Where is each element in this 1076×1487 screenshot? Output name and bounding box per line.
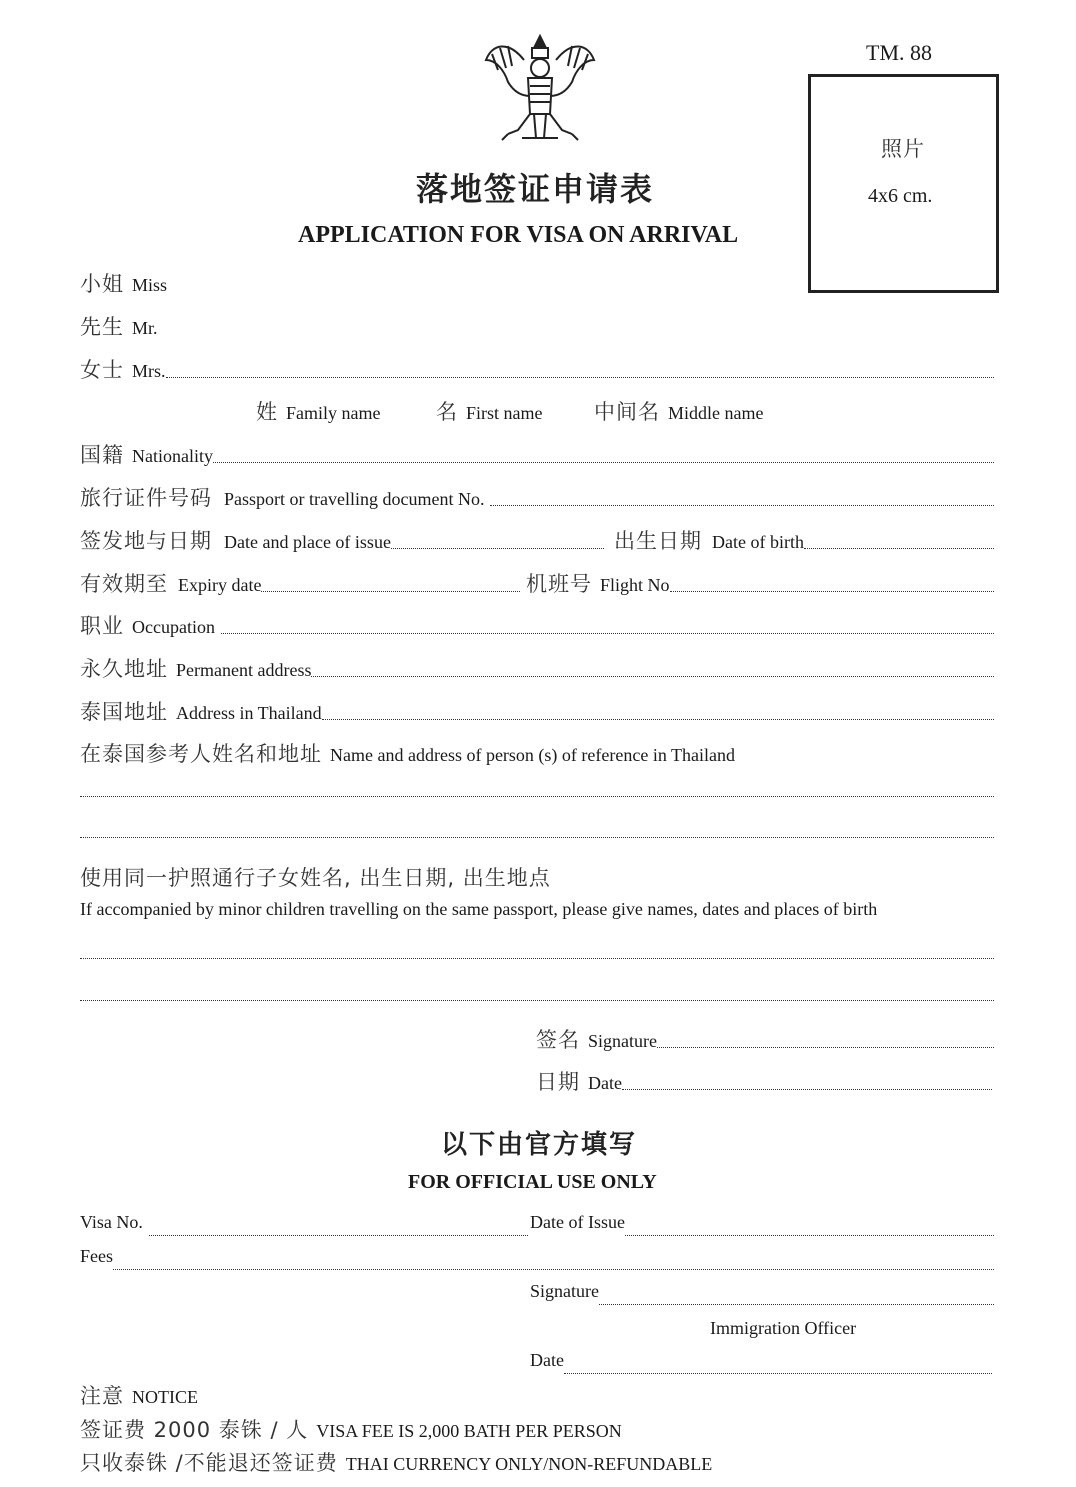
garuda-emblem-icon	[478, 30, 602, 148]
fees-row	[80, 1246, 994, 1276]
fees-label: Fees	[80, 1246, 113, 1266]
thai-address-zh: 泰国地址	[80, 700, 168, 724]
officer-signature-input[interactable]	[599, 1304, 994, 1305]
expiry-input[interactable]	[261, 591, 520, 592]
first-name-en: First name	[466, 403, 543, 423]
name-part-family	[256, 396, 380, 426]
passport-row	[80, 482, 994, 512]
birth-en: Date of birth	[712, 532, 804, 552]
title-miss[interactable]	[80, 268, 167, 298]
issue-en: Date and place of issue	[224, 532, 391, 552]
permanent-en: Permanent address	[176, 660, 312, 680]
reference-row	[80, 738, 735, 768]
notice-currency-en: THAI CURRENCY ONLY/NON-REFUNDABLE	[345, 1454, 713, 1474]
notice-fee-zh: 签证费 2000 泰铢 / 人	[80, 1418, 309, 1442]
title-miss-zh: 小姐	[80, 272, 124, 296]
applicant-date-row	[536, 1066, 992, 1096]
visa-no-label: Visa No.	[80, 1212, 143, 1232]
occupation-en: Occupation	[132, 617, 215, 637]
notice-en: NOTICE	[132, 1387, 198, 1407]
notice-fee	[80, 1414, 622, 1444]
children-zh: 使用同一护照通行子女姓名, 出生日期, 出生地点	[80, 866, 551, 890]
reference-input-line-2[interactable]	[80, 837, 994, 838]
date-of-issue-input[interactable]	[625, 1235, 994, 1236]
passport-zh: 旅行证件号码	[80, 486, 212, 510]
flight-zh: 机班号	[526, 572, 592, 596]
signature-input[interactable]	[657, 1047, 994, 1048]
nationality-en: Nationality	[132, 446, 213, 466]
occupation-input[interactable]	[221, 633, 994, 634]
passport-input[interactable]	[490, 505, 994, 506]
flight-input[interactable]	[670, 591, 994, 592]
children-en: If accompanied by minor children travelling on the same passport, please give names, dates and places of birth	[80, 899, 878, 919]
official-title-zh: 以下由官方填写	[441, 1130, 638, 1160]
reference-zh: 在泰国参考人姓名和地址	[80, 742, 322, 766]
title-mr-en: Mr.	[132, 318, 158, 338]
passport-en: Passport or travelling document No.	[224, 489, 485, 509]
name-input-line[interactable]	[166, 377, 994, 378]
name-part-first	[436, 396, 543, 426]
occupation-row	[80, 610, 994, 640]
title-mrs-en: Mrs.	[132, 361, 166, 381]
officer-date-row	[530, 1350, 992, 1380]
immigration-officer-label: Immigration Officer	[710, 1318, 857, 1338]
notice-currency-zh: 只收泰铢 /不能退还签证费	[80, 1451, 338, 1475]
nationality-row	[80, 439, 994, 469]
permanent-row	[80, 653, 994, 683]
official-title-en: FOR OFFICIAL USE ONLY	[408, 1171, 657, 1193]
thai-address-input[interactable]	[322, 719, 994, 720]
birth-input[interactable]	[804, 548, 994, 549]
permanent-zh: 永久地址	[80, 657, 168, 681]
date-input[interactable]	[622, 1089, 992, 1090]
form-code: TM. 88	[866, 40, 932, 65]
issue-input[interactable]	[391, 548, 604, 549]
notice-heading	[80, 1380, 198, 1410]
family-name-en: Family name	[286, 403, 381, 423]
expiry-en: Expiry date	[178, 575, 262, 595]
occupation-zh: 职业	[80, 614, 124, 638]
expiry-row	[80, 568, 520, 598]
birth-zh: 出生日期	[614, 529, 702, 553]
family-name-zh: 姓	[256, 400, 278, 424]
nationality-zh: 国籍	[80, 443, 124, 467]
date-of-issue-row	[530, 1212, 994, 1242]
date-of-issue-label: Date of Issue	[530, 1212, 625, 1232]
visa-no-input[interactable]	[149, 1235, 528, 1236]
flight-en: Flight No	[600, 575, 670, 595]
middle-name-en: Middle name	[668, 403, 764, 423]
title-mrs-row[interactable]	[80, 354, 994, 384]
signature-en: Signature	[588, 1031, 657, 1051]
notice-zh: 注意	[80, 1384, 124, 1408]
photo-size: 4x6 cm.	[868, 185, 933, 207]
reference-input-line-1[interactable]	[80, 796, 994, 797]
visa-no-row	[80, 1212, 528, 1242]
notice-currency	[80, 1447, 712, 1477]
title-mrs-zh: 女士	[80, 358, 124, 382]
first-name-zh: 名	[436, 400, 458, 424]
thai-address-en: Address in Thailand	[176, 703, 322, 723]
date-en: Date	[588, 1073, 622, 1093]
title-en: APPLICATION FOR VISA ON ARRIVAL	[298, 222, 739, 248]
title-zh: 落地签证申请表	[416, 170, 655, 208]
photo-box[interactable]	[808, 74, 999, 293]
issue-row	[80, 525, 604, 555]
officer-date-label: Date	[530, 1350, 564, 1370]
date-zh: 日期	[536, 1070, 580, 1094]
officer-date-input[interactable]	[564, 1373, 992, 1374]
name-part-middle	[594, 396, 763, 426]
children-input-line-1[interactable]	[80, 958, 994, 959]
permanent-input[interactable]	[311, 676, 994, 677]
notice-fee-en: VISA FEE IS 2,000 BATH PER PERSON	[316, 1421, 622, 1441]
fees-input[interactable]	[113, 1269, 994, 1270]
middle-name-zh: 中间名	[594, 400, 660, 424]
title-miss-en: Miss	[132, 275, 168, 295]
children-input-line-2[interactable]	[80, 1000, 994, 1001]
birth-row	[614, 525, 994, 555]
issue-zh: 签发地与日期	[80, 529, 212, 553]
nationality-input[interactable]	[213, 462, 994, 463]
expiry-zh: 有效期至	[80, 572, 168, 596]
reference-en: Name and address of person (s) of reference in Thailand	[330, 745, 735, 765]
title-mr-zh: 先生	[80, 315, 124, 339]
photo-label: 照片	[881, 137, 925, 161]
signature-zh: 签名	[536, 1028, 580, 1052]
applicant-signature-row	[536, 1024, 994, 1054]
officer-signature-label: Signature	[530, 1281, 599, 1301]
flight-row	[526, 568, 994, 598]
officer-signature-row	[530, 1281, 994, 1311]
thai-address-row	[80, 696, 994, 726]
title-mr[interactable]	[80, 311, 158, 341]
